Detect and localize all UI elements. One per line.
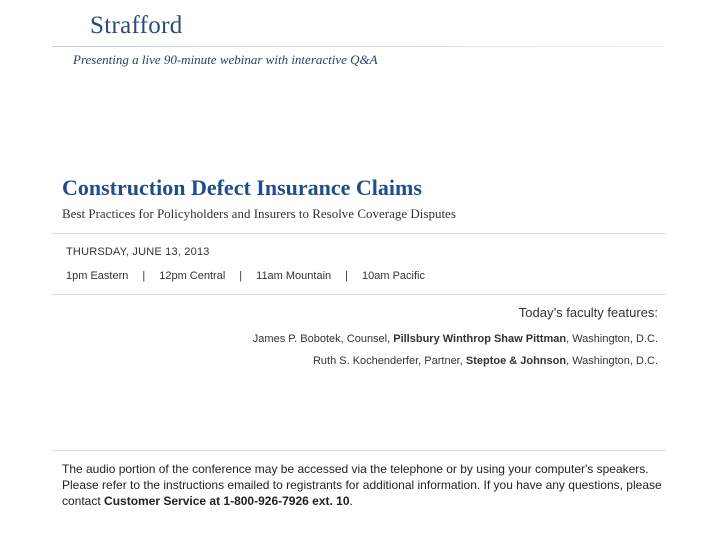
time-eastern: 1pm Eastern	[66, 270, 129, 282]
speaker-name-role: Ruth S. Kochenderfer, Partner,	[312, 355, 466, 367]
tagline: Presenting a live 90-minute webinar with interactive Q&A	[73, 52, 378, 67]
time-pacific: 10am Pacific	[362, 270, 425, 282]
title-divider	[52, 233, 666, 234]
time-separator: |	[142, 270, 146, 282]
speaker-firm: Steptoe & Johnson	[465, 355, 567, 367]
time-central: 12pm Central	[159, 270, 226, 282]
speaker-line	[253, 333, 658, 345]
speaker-location: , Washington, D.C.	[566, 333, 658, 345]
speaker-line	[313, 355, 658, 367]
faculty-heading: Today’s faculty features:	[518, 305, 658, 320]
time-separator: |	[239, 270, 243, 282]
time-separator: |	[345, 270, 349, 282]
footer-end: .	[349, 494, 353, 508]
webinar-times	[66, 270, 425, 282]
speaker-firm: Pillsbury Winthrop Shaw Pittman	[393, 333, 567, 345]
audio-instructions	[62, 461, 662, 509]
schedule-divider	[52, 294, 666, 295]
strafford-logo: Strafford	[90, 12, 183, 39]
webinar-title: Construction Defect Insurance Claims	[62, 175, 422, 200]
speaker-name-role: James P. Bobotek, Counsel,	[252, 333, 394, 345]
time-mountain: 11am Mountain	[256, 270, 332, 282]
speaker-location: , Washington, D.C.	[566, 355, 658, 367]
webinar-date: THURSDAY, JUNE 13, 2013	[66, 246, 210, 258]
footer-divider	[52, 450, 666, 451]
footer-text: The audio portion of the conference may be accessed via the telephone or by using your computer's speakers. Please refer to the instructions emailed to registrants for additional information. If you have any questions, please contact	[62, 462, 662, 508]
customer-service-contact: Customer Service at 1-800-926-7926 ext. 10	[104, 494, 350, 508]
webinar-subtitle: Best Practices for Policyholders and Insurers to Resolve Coverage Disputes	[62, 206, 456, 221]
header-divider	[52, 46, 664, 47]
